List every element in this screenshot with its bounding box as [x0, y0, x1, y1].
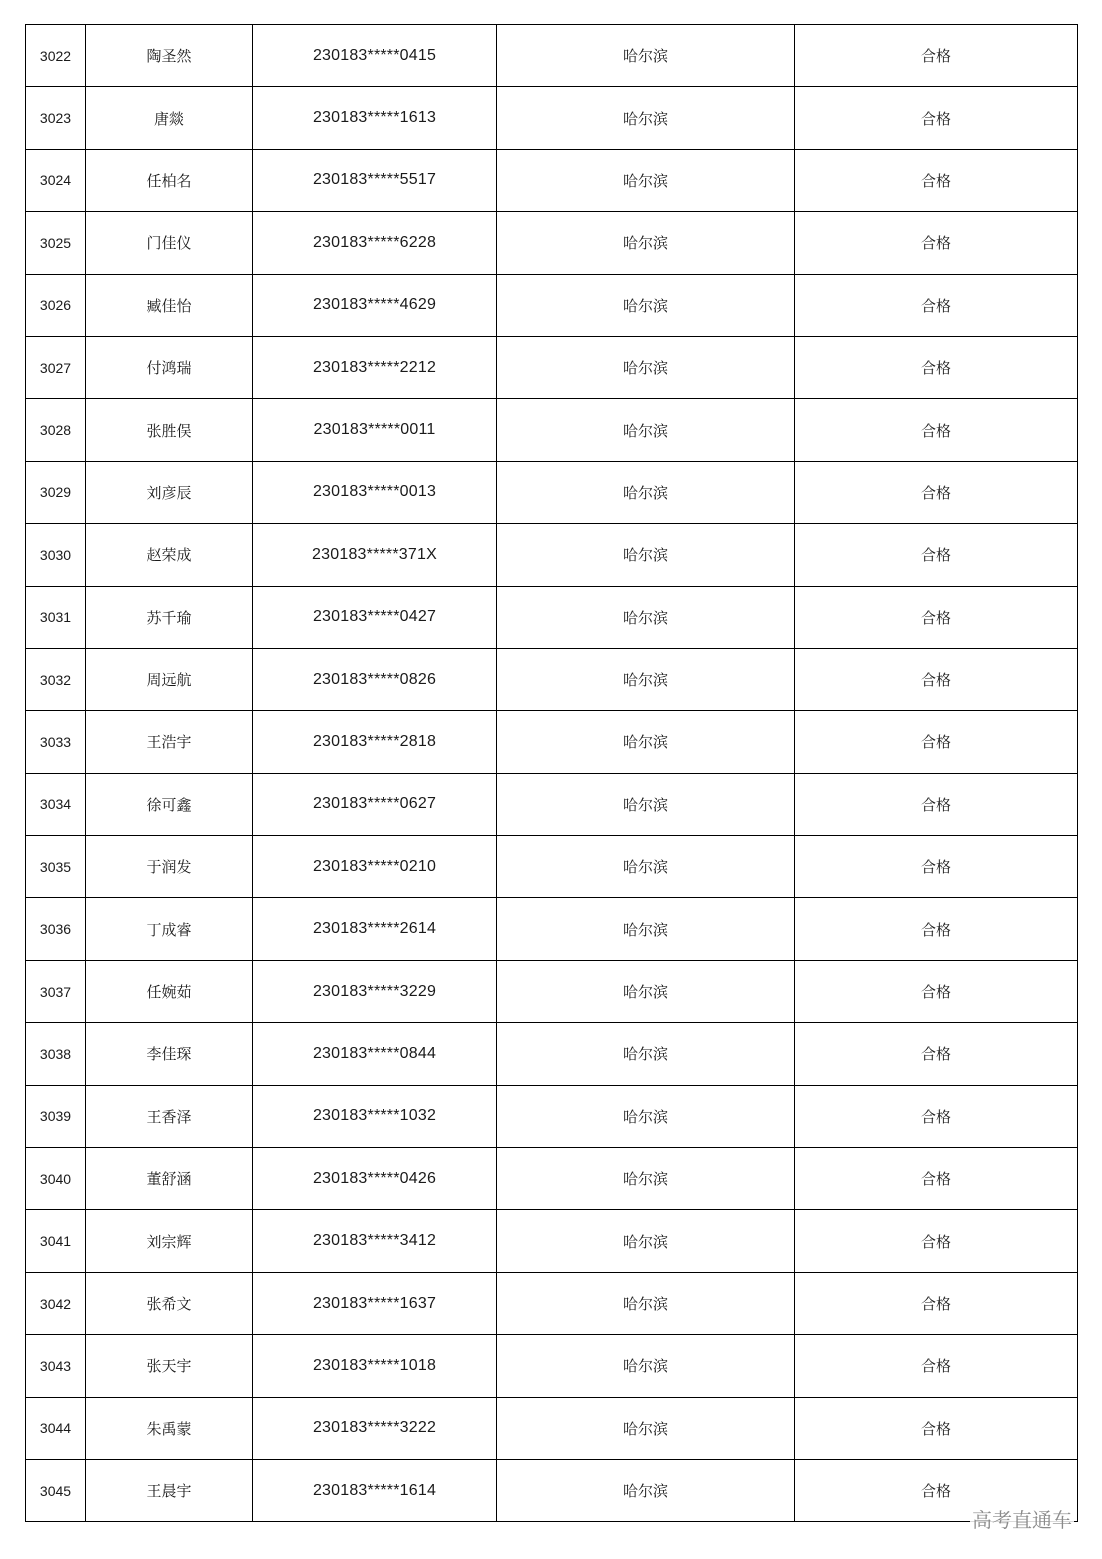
table-row	[26, 212, 1078, 274]
cell-id-number: 230183*****1032	[253, 1085, 497, 1147]
cell-region: 哈尔滨	[497, 87, 795, 149]
table-row	[26, 836, 1078, 898]
cell-name: 赵荣成	[86, 524, 253, 586]
cell-name: 王晨宇	[86, 1459, 253, 1521]
cell-name: 刘彦辰	[86, 461, 253, 523]
cell-name: 任婉茹	[86, 960, 253, 1022]
cell-number: 3033	[26, 711, 86, 773]
cell-name: 苏千瑜	[86, 586, 253, 648]
cell-number: 3043	[26, 1335, 86, 1397]
table-row	[26, 274, 1078, 336]
cell-id-number: 230183*****0011	[253, 399, 497, 461]
cell-result: 合格	[795, 1397, 1078, 1459]
cell-number: 3030	[26, 524, 86, 586]
cell-result: 合格	[795, 711, 1078, 773]
cell-number: 3025	[26, 212, 86, 274]
watermark-text: 高考直通车	[970, 1504, 1074, 1533]
cell-id-number: 230183*****0427	[253, 586, 497, 648]
cell-region: 哈尔滨	[497, 149, 795, 211]
cell-result: 合格	[795, 1023, 1078, 1085]
table-row	[26, 773, 1078, 835]
cell-name: 朱禹蒙	[86, 1397, 253, 1459]
cell-name: 于润发	[86, 836, 253, 898]
cell-number: 3026	[26, 274, 86, 336]
table-row	[26, 461, 1078, 523]
table-row	[26, 1148, 1078, 1210]
cell-id-number: 230183*****3222	[253, 1397, 497, 1459]
cell-result: 合格	[795, 336, 1078, 398]
cell-id-number: 230183*****4629	[253, 274, 497, 336]
cell-id-number: 230183*****1614	[253, 1459, 497, 1521]
cell-name: 刘宗辉	[86, 1210, 253, 1272]
cell-region: 哈尔滨	[497, 648, 795, 710]
table-row	[26, 1085, 1078, 1147]
cell-id-number: 230183*****3412	[253, 1210, 497, 1272]
cell-number: 3034	[26, 773, 86, 835]
cell-id-number: 230183*****2818	[253, 711, 497, 773]
cell-region: 哈尔滨	[497, 1148, 795, 1210]
cell-number: 3027	[26, 336, 86, 398]
cell-id-number: 230183*****0013	[253, 461, 497, 523]
cell-region: 哈尔滨	[497, 461, 795, 523]
cell-result: 合格	[795, 25, 1078, 87]
cell-id-number: 230183*****0826	[253, 648, 497, 710]
roster-table-body	[26, 25, 1078, 1522]
cell-region: 哈尔滨	[497, 1210, 795, 1272]
cell-number: 3023	[26, 87, 86, 149]
cell-id-number: 230183*****1637	[253, 1272, 497, 1334]
table-row	[26, 898, 1078, 960]
cell-result: 合格	[795, 399, 1078, 461]
cell-id-number: 230183*****5517	[253, 149, 497, 211]
cell-number: 3036	[26, 898, 86, 960]
cell-id-number: 230183*****6228	[253, 212, 497, 274]
cell-result: 合格	[795, 149, 1078, 211]
cell-name: 张胜俣	[86, 399, 253, 461]
table-row	[26, 524, 1078, 586]
cell-result: 合格	[795, 1459, 1078, 1521]
cell-id-number: 230183*****2614	[253, 898, 497, 960]
cell-region: 哈尔滨	[497, 524, 795, 586]
table-row	[26, 1210, 1078, 1272]
cell-region: 哈尔滨	[497, 586, 795, 648]
cell-name: 徐可鑫	[86, 773, 253, 835]
cell-result: 合格	[795, 1148, 1078, 1210]
table-row	[26, 25, 1078, 87]
cell-id-number: 230183*****0844	[253, 1023, 497, 1085]
cell-id-number: 230183*****0415	[253, 25, 497, 87]
cell-result: 合格	[795, 960, 1078, 1022]
table-row	[26, 711, 1078, 773]
cell-region: 哈尔滨	[497, 25, 795, 87]
cell-number: 3041	[26, 1210, 86, 1272]
cell-result: 合格	[795, 898, 1078, 960]
cell-number: 3035	[26, 836, 86, 898]
cell-number: 3032	[26, 648, 86, 710]
cell-region: 哈尔滨	[497, 1335, 795, 1397]
table-row	[26, 1023, 1078, 1085]
cell-region: 哈尔滨	[497, 399, 795, 461]
table-row	[26, 87, 1078, 149]
cell-result: 合格	[795, 586, 1078, 648]
cell-region: 哈尔滨	[497, 1397, 795, 1459]
cell-id-number: 230183*****2212	[253, 336, 497, 398]
table-row	[26, 586, 1078, 648]
cell-id-number: 230183*****1613	[253, 87, 497, 149]
cell-name: 董舒涵	[86, 1148, 253, 1210]
cell-region: 哈尔滨	[497, 336, 795, 398]
cell-number: 3031	[26, 586, 86, 648]
cell-result: 合格	[795, 1272, 1078, 1334]
cell-name: 任柏名	[86, 149, 253, 211]
table-row	[26, 1335, 1078, 1397]
cell-name: 丁成睿	[86, 898, 253, 960]
cell-result: 合格	[795, 87, 1078, 149]
cell-name: 陶圣然	[86, 25, 253, 87]
cell-region: 哈尔滨	[497, 1085, 795, 1147]
cell-name: 唐燚	[86, 87, 253, 149]
cell-name: 周远航	[86, 648, 253, 710]
roster-table	[25, 24, 1078, 1522]
cell-number: 3037	[26, 960, 86, 1022]
cell-result: 合格	[795, 212, 1078, 274]
cell-name: 门佳仪	[86, 212, 253, 274]
cell-number: 3024	[26, 149, 86, 211]
cell-number: 3028	[26, 399, 86, 461]
cell-number: 3040	[26, 1148, 86, 1210]
cell-number: 3029	[26, 461, 86, 523]
cell-region: 哈尔滨	[497, 1272, 795, 1334]
cell-result: 合格	[795, 461, 1078, 523]
cell-number: 3039	[26, 1085, 86, 1147]
cell-region: 哈尔滨	[497, 773, 795, 835]
table-row	[26, 960, 1078, 1022]
cell-result: 合格	[795, 773, 1078, 835]
cell-result: 合格	[795, 1085, 1078, 1147]
cell-name: 王浩宇	[86, 711, 253, 773]
cell-number: 3022	[26, 25, 86, 87]
cell-name: 臧佳怡	[86, 274, 253, 336]
cell-id-number: 230183*****1018	[253, 1335, 497, 1397]
cell-region: 哈尔滨	[497, 711, 795, 773]
cell-number: 3045	[26, 1459, 86, 1521]
cell-id-number: 230183*****0627	[253, 773, 497, 835]
cell-region: 哈尔滨	[497, 898, 795, 960]
cell-id-number: 230183*****0210	[253, 836, 497, 898]
table-row	[26, 149, 1078, 211]
table-row	[26, 336, 1078, 398]
cell-region: 哈尔滨	[497, 960, 795, 1022]
cell-result: 合格	[795, 648, 1078, 710]
cell-name: 李佳琛	[86, 1023, 253, 1085]
cell-region: 哈尔滨	[497, 836, 795, 898]
cell-region: 哈尔滨	[497, 274, 795, 336]
cell-region: 哈尔滨	[497, 1459, 795, 1521]
cell-number: 3042	[26, 1272, 86, 1334]
table-row	[26, 1397, 1078, 1459]
cell-id-number: 230183*****3229	[253, 960, 497, 1022]
cell-name: 张天宇	[86, 1335, 253, 1397]
cell-result: 合格	[795, 1210, 1078, 1272]
cell-result: 合格	[795, 1335, 1078, 1397]
cell-result: 合格	[795, 524, 1078, 586]
cell-id-number: 230183*****371X	[253, 524, 497, 586]
cell-name: 付鸿瑞	[86, 336, 253, 398]
table-row	[26, 648, 1078, 710]
cell-number: 3038	[26, 1023, 86, 1085]
cell-result: 合格	[795, 836, 1078, 898]
cell-name: 张希文	[86, 1272, 253, 1334]
table-row	[26, 1272, 1078, 1334]
cell-id-number: 230183*****0426	[253, 1148, 497, 1210]
table-row	[26, 1459, 1078, 1521]
cell-name: 王香泽	[86, 1085, 253, 1147]
cell-region: 哈尔滨	[497, 1023, 795, 1085]
cell-region: 哈尔滨	[497, 212, 795, 274]
cell-number: 3044	[26, 1397, 86, 1459]
cell-result: 合格	[795, 274, 1078, 336]
table-row	[26, 399, 1078, 461]
